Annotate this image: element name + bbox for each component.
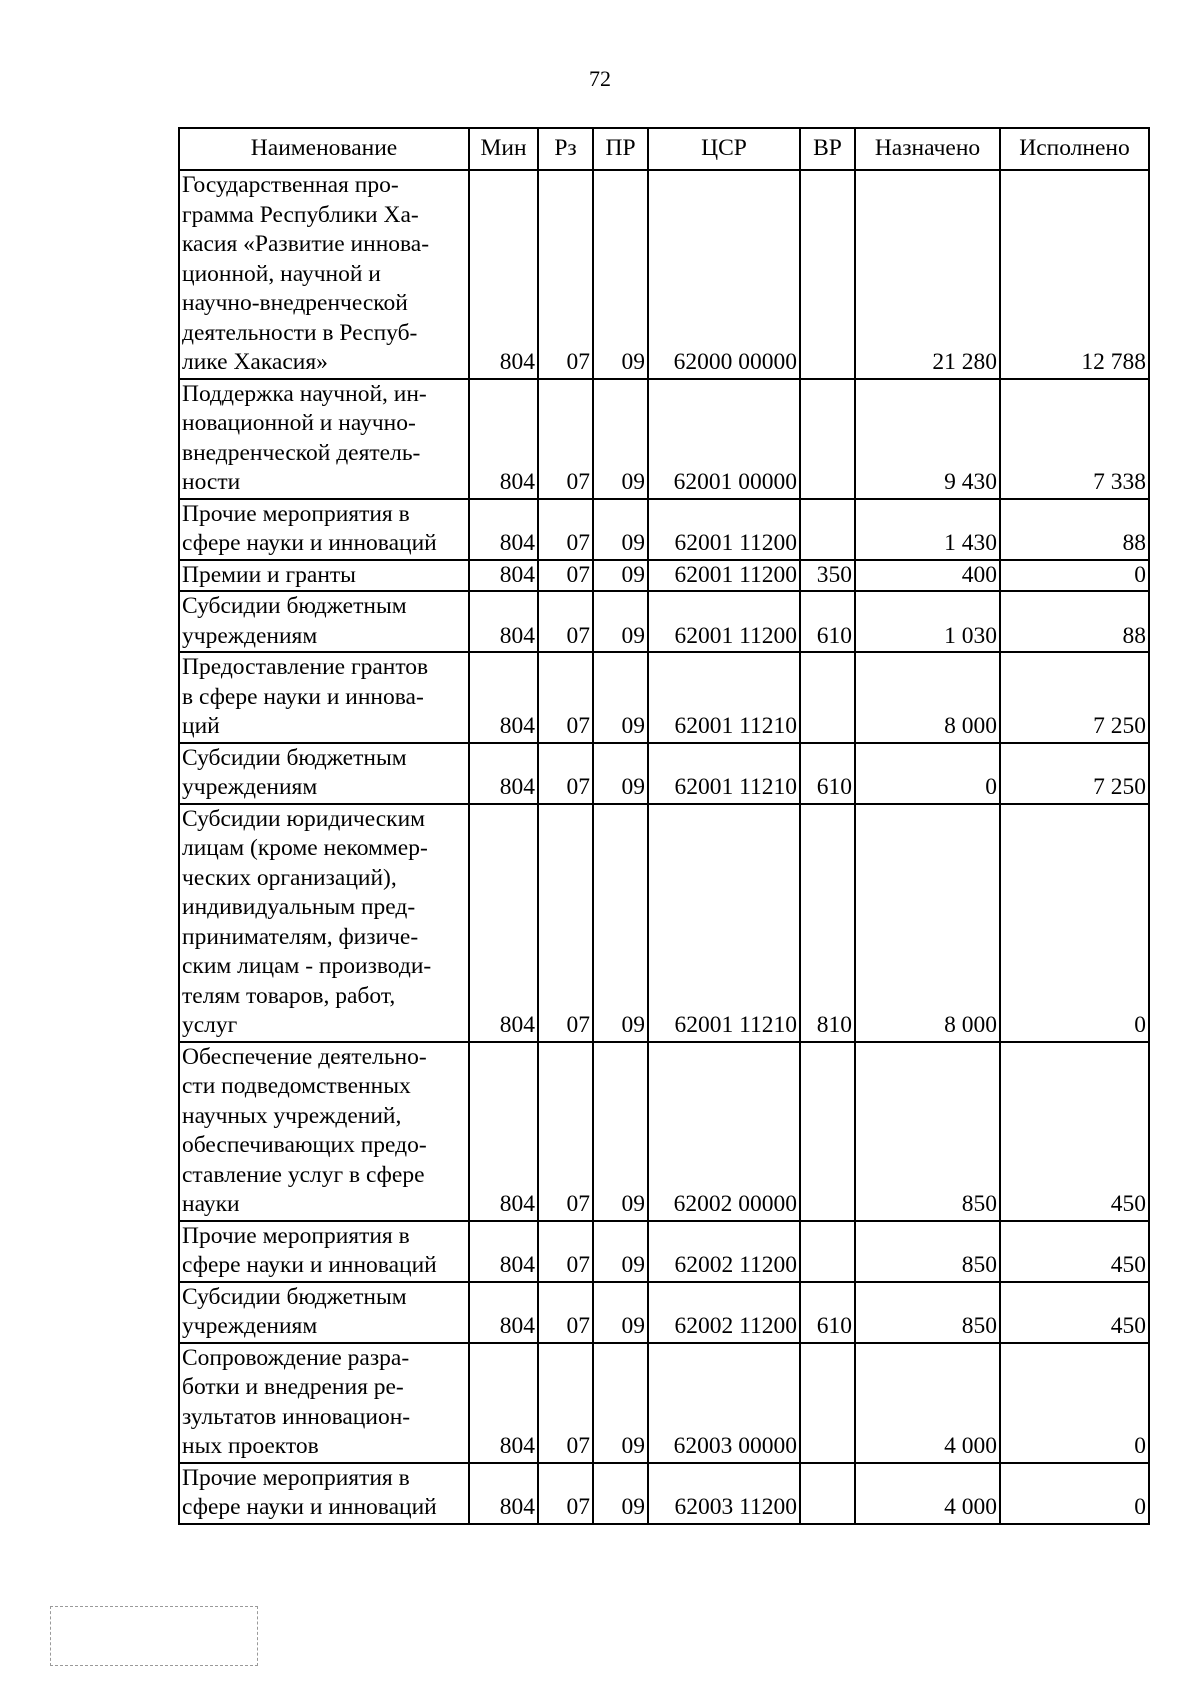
- cell-executed: 88: [1000, 499, 1149, 560]
- cell-assigned: 1 430: [855, 499, 1000, 560]
- table-row: [179, 591, 1149, 652]
- cell-min: 804: [469, 652, 538, 743]
- header-assigned: Назначено: [855, 128, 1000, 170]
- table-row: [179, 1221, 1149, 1282]
- header-pr: ПР: [593, 128, 648, 170]
- cell-min: 804: [469, 560, 538, 592]
- cell-assigned: 9 430: [855, 379, 1000, 499]
- cell-vr: [800, 1221, 855, 1282]
- cell-csr: 62002 11200: [648, 1282, 800, 1343]
- cell-executed: 0: [1000, 560, 1149, 592]
- cell-name: Обеспечение деятельно- сти подведомственных научных учреждений, обеспечивающих предо- ставление услуг в сфере науки: [179, 1042, 469, 1221]
- cell-csr: 62001 11200: [648, 560, 800, 592]
- table-row: [179, 1343, 1149, 1463]
- cell-pr: 09: [593, 1343, 648, 1463]
- cell-min: 804: [469, 170, 538, 379]
- cell-name: Субсидии бюджетным учреждениям: [179, 591, 469, 652]
- cell-name: Прочие мероприятия в сфере науки и инноваций: [179, 1221, 469, 1282]
- stamp: [50, 1606, 258, 1666]
- table-body: [179, 170, 1149, 1524]
- cell-rz: 07: [538, 591, 593, 652]
- cell-name: Прочие мероприятия в сфере науки и инноваций: [179, 499, 469, 560]
- cell-executed: 450: [1000, 1221, 1149, 1282]
- table-header-row: [179, 128, 1149, 170]
- cell-csr: 62000 00000: [648, 170, 800, 379]
- cell-vr: 350: [800, 560, 855, 592]
- cell-min: 804: [469, 1343, 538, 1463]
- cell-rz: 07: [538, 1042, 593, 1221]
- cell-min: 804: [469, 1282, 538, 1343]
- cell-assigned: 8 000: [855, 804, 1000, 1042]
- cell-csr: 62001 00000: [648, 379, 800, 499]
- cell-assigned: 400: [855, 560, 1000, 592]
- cell-assigned: 850: [855, 1221, 1000, 1282]
- cell-csr: 62001 11210: [648, 743, 800, 804]
- cell-rz: 07: [538, 1221, 593, 1282]
- cell-min: 804: [469, 1042, 538, 1221]
- cell-min: 804: [469, 591, 538, 652]
- cell-vr: 610: [800, 1282, 855, 1343]
- cell-vr: [800, 1042, 855, 1221]
- cell-vr: [800, 1343, 855, 1463]
- table-row: [179, 170, 1149, 379]
- cell-assigned: 21 280: [855, 170, 1000, 379]
- cell-assigned: 4 000: [855, 1343, 1000, 1463]
- cell-rz: 07: [538, 170, 593, 379]
- cell-rz: 07: [538, 804, 593, 1042]
- cell-min: 804: [469, 743, 538, 804]
- cell-rz: 07: [538, 560, 593, 592]
- table-row: [179, 1463, 1149, 1524]
- cell-name: Предоставление грантов в сфере науки и иннова- ций: [179, 652, 469, 743]
- cell-name: Сопровождение разра- ботки и внедрения ре- зультатов инновацион- ных проектов: [179, 1343, 469, 1463]
- cell-pr: 09: [593, 743, 648, 804]
- cell-csr: 62003 00000: [648, 1343, 800, 1463]
- cell-min: 804: [469, 499, 538, 560]
- cell-pr: 09: [593, 652, 648, 743]
- cell-executed: 7 250: [1000, 743, 1149, 804]
- cell-executed: 0: [1000, 1343, 1149, 1463]
- table-row: [179, 379, 1149, 499]
- cell-executed: 0: [1000, 804, 1149, 1042]
- cell-name: Субсидии юридическим лицам (кроме некоммер- ческих организаций), индивидуальным пред- принимателям, физиче- ским лицам - производи- телям товаров, работ, услуг: [179, 804, 469, 1042]
- cell-name: Государственная про- грамма Республики Ха- касия «Развитие иннова- ционной, научной и научно-внедренческой деятельности в Респуб- лике Хакасия»: [179, 170, 469, 379]
- cell-rz: 07: [538, 499, 593, 560]
- budget-table: [178, 127, 1150, 1525]
- cell-pr: 09: [593, 804, 648, 1042]
- cell-name: Субсидии бюджетным учреждениям: [179, 743, 469, 804]
- cell-assigned: 850: [855, 1042, 1000, 1221]
- header-vr: ВР: [800, 128, 855, 170]
- cell-vr: 610: [800, 743, 855, 804]
- cell-rz: 07: [538, 379, 593, 499]
- table-row: [179, 1282, 1149, 1343]
- table-row: [179, 560, 1149, 592]
- cell-pr: 09: [593, 591, 648, 652]
- cell-vr: [800, 170, 855, 379]
- cell-min: 804: [469, 804, 538, 1042]
- cell-vr: 610: [800, 591, 855, 652]
- cell-rz: 07: [538, 1282, 593, 1343]
- cell-assigned: 8 000: [855, 652, 1000, 743]
- cell-executed: 12 788: [1000, 170, 1149, 379]
- cell-rz: 07: [538, 743, 593, 804]
- cell-executed: 7 338: [1000, 379, 1149, 499]
- cell-csr: 62001 11200: [648, 499, 800, 560]
- table-row: [179, 743, 1149, 804]
- cell-pr: 09: [593, 170, 648, 379]
- cell-name: Прочие мероприятия в сфере науки и инноваций: [179, 1463, 469, 1524]
- header-executed: Исполнено: [1000, 128, 1149, 170]
- table-row: [179, 652, 1149, 743]
- cell-csr: 62001 11200: [648, 591, 800, 652]
- cell-executed: 7 250: [1000, 652, 1149, 743]
- cell-min: 804: [469, 379, 538, 499]
- cell-assigned: 850: [855, 1282, 1000, 1343]
- cell-assigned: 4 000: [855, 1463, 1000, 1524]
- cell-pr: 09: [593, 379, 648, 499]
- table-row: [179, 499, 1149, 560]
- cell-pr: 09: [593, 560, 648, 592]
- cell-name: Премии и гранты: [179, 560, 469, 592]
- cell-executed: 88: [1000, 591, 1149, 652]
- cell-vr: [800, 1463, 855, 1524]
- cell-csr: 62003 11200: [648, 1463, 800, 1524]
- cell-executed: 0: [1000, 1463, 1149, 1524]
- cell-name: Поддержка научной, ин- новационной и научно- внедренческой деятель- ности: [179, 379, 469, 499]
- cell-name: Субсидии бюджетным учреждениям: [179, 1282, 469, 1343]
- cell-assigned: 0: [855, 743, 1000, 804]
- cell-csr: 62001 11210: [648, 804, 800, 1042]
- cell-rz: 07: [538, 652, 593, 743]
- cell-assigned: 1 030: [855, 591, 1000, 652]
- header-csr: ЦСР: [648, 128, 800, 170]
- cell-vr: 810: [800, 804, 855, 1042]
- table-row: [179, 1042, 1149, 1221]
- cell-vr: [800, 499, 855, 560]
- cell-min: 804: [469, 1463, 538, 1524]
- cell-pr: 09: [593, 1221, 648, 1282]
- cell-pr: 09: [593, 499, 648, 560]
- cell-csr: 62002 11200: [648, 1221, 800, 1282]
- cell-pr: 09: [593, 1463, 648, 1524]
- cell-executed: 450: [1000, 1282, 1149, 1343]
- cell-csr: 62002 00000: [648, 1042, 800, 1221]
- cell-pr: 09: [593, 1042, 648, 1221]
- cell-csr: 62001 11210: [648, 652, 800, 743]
- table-row: [179, 804, 1149, 1042]
- page-number: 72: [589, 66, 611, 91]
- cell-vr: [800, 379, 855, 499]
- cell-executed: 450: [1000, 1042, 1149, 1221]
- cell-pr: 09: [593, 1282, 648, 1343]
- cell-rz: 07: [538, 1463, 593, 1524]
- header-min: Мин: [469, 128, 538, 170]
- cell-vr: [800, 652, 855, 743]
- header-name: Наименование: [179, 128, 469, 170]
- cell-rz: 07: [538, 1343, 593, 1463]
- header-rz: Рз: [538, 128, 593, 170]
- cell-min: 804: [469, 1221, 538, 1282]
